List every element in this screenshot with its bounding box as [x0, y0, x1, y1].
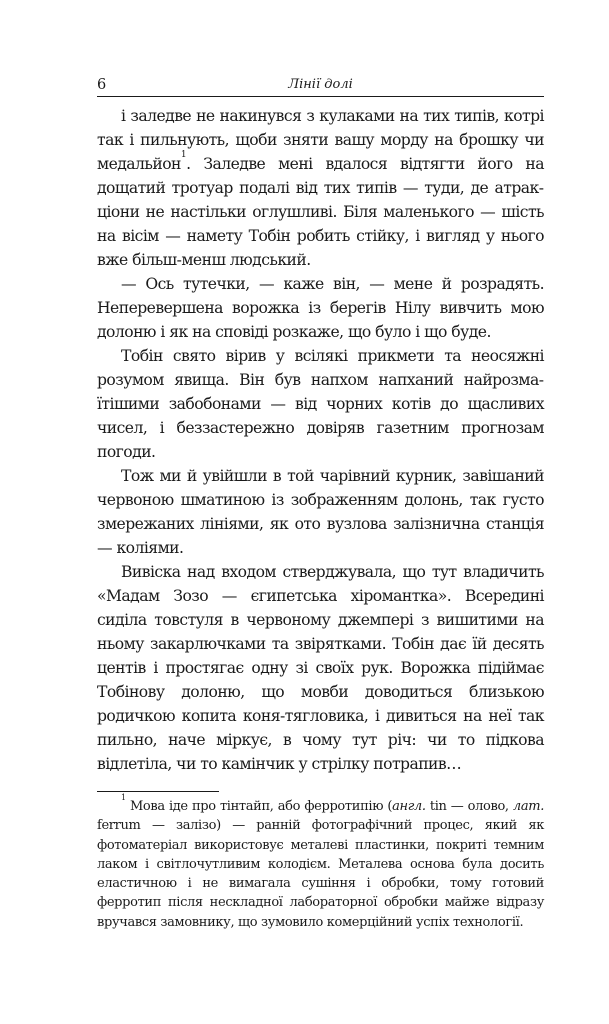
page-header — [97, 76, 544, 97]
footnote-abbr-latin: лат. — [512, 799, 544, 814]
footnote-text-1: Мова іде про тінтайп, або ферротипію ( — [125, 799, 393, 814]
running-title: Лінії долі — [288, 77, 353, 92]
footnote-text-2: tin — олово, — [425, 799, 513, 814]
footnote-separator — [97, 791, 219, 792]
footnote-abbr-english: англ. — [392, 799, 426, 814]
paragraph-1-text-a: і заледве не накинувся з кулаками на тих типів, котрі так і пильнують, щоби зняти вашу морду на брошку чи медальйон — [97, 107, 544, 173]
footnote-reference: 1 — [180, 149, 187, 160]
paragraph-1 — [97, 104, 544, 272]
paragraph-3: Тобін свято вірив у всілякі прикмети та неосяжні розумом явища. Він був напхом напханий найрозмаїтішими забобонами — від чорних котів до щасливих чисел, і беззастережно довіряв газетним прогнозам погоди. — [97, 347, 544, 461]
page-number: 6 — [97, 77, 107, 93]
footnote-mark: 1 — [121, 792, 126, 802]
main-text — [97, 104, 544, 776]
footnote-text-3: ferrum — залізо) — ранній фотографічний процес, який як фотоматеріал використовує металеві пластинки, покриті темним лаком і світлочутливим колодієм. Металева основа була досить еластичною і не вимагала сушіння і обробки, тому готовий ферротип після нескладної лабораторної обробки майже відразу вручався замовнику, що зумовило комерційний успіх технології. — [97, 818, 544, 930]
paragraph-1-text-b: . Заледве мені вдалося відтягти його на дощатий тротуар подалі від тих типів — туди, де атракціони не настільки оглушливі. Біля маленького — шість на вісім — намету Тобін робить стійку, і вигляд у нього вже більш-менш людський. — [97, 155, 544, 269]
paragraph-5: Вивіска над входом стверджувала, що тут владичить «Мадам Зозо — єгипетська хіромантка». Всередині сиділа товстуля в червоному джемпері з вишитими на ньому закарлючками та звірятками. Тобін дає їй десять центів і простягає одну зі своїх рук. Ворожка підіймає Тобінову долоню, що мовби доводиться близькою родичкою копита коня-тягловика, і дивиться на неї так пильно, наче міркує, в чому тут річ: чи то підкова відлетіла, чи то камінчик у стрілку потрапив… — [97, 563, 544, 773]
footnote-paragraph — [97, 792, 544, 932]
paragraph-2: — Ось тутечки, — каже він, — мене й розрадять. Неперевершена ворожка із берегів Нілу вивчить мою долоню і як на сповіді розкаже, що було і що буде. — [97, 275, 544, 341]
footnote — [97, 792, 544, 932]
paragraph-4: Тож ми й увійшли в той чарівний курник, завішаний червоною шматиною із зображенням долонь, так густо змережаних лініями, як ото вузлова залізнична станція — коліями. — [97, 467, 544, 557]
